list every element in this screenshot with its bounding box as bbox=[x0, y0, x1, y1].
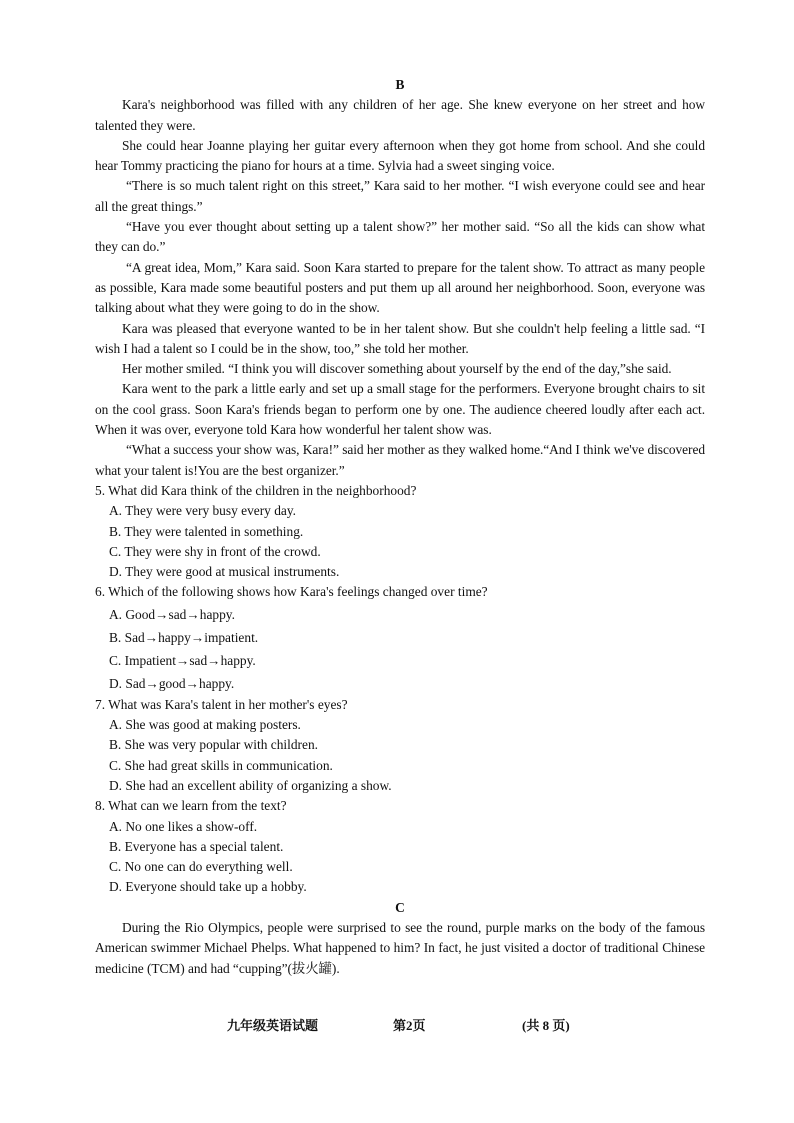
question-stem: 6. Which of the following shows how Kara's feelings changed over time? bbox=[95, 584, 488, 600]
passage-b-paragraph-8: Kara went to the park a little early and set up a small stage for the performers. Everyone brought chairs to sit on the cool grass. Soon Kara's friends began to perform one by one. The audience cheered loudly after each act. When it was over, everyone told Kara how wonderful her talent show was. bbox=[95, 381, 705, 438]
option-d: D. Everyone should take up a hobby. bbox=[109, 879, 307, 895]
passage-b-paragraph-2: She could hear Joanne playing her guitar every afternoon when they got home from school. And she could hear Tommy practicing the piano for hours at a time. Sylvia had a sweet singing voice. bbox=[95, 137, 705, 174]
passage-b-paragraph-6: Kara was pleased that everyone wanted to be in her talent show. But she couldn't help feeling a little sad. “I wish I had a talent so I could be in the show, too,” she told her mother. bbox=[95, 320, 705, 356]
footer-total-pages: (共 8 页) bbox=[522, 1018, 570, 1033]
option-d: D. Sad→good→happy. bbox=[109, 675, 235, 691]
passage-c-paragraph-1: During the Rio Olympics, people were surprised to see the round, purple marks on the body of the famous American swimmer Michael Phelps. What happened to him? In fact, he just visited a doctor of traditional Chinese medicine (TCM) and had “cupping”(拔火罐). bbox=[95, 919, 705, 976]
option-a: A. They were very busy every day. bbox=[109, 503, 297, 519]
footer-exam-title: 九年级英语试题 bbox=[227, 1018, 319, 1033]
passage-b-paragraph-7: Her mother smiled. “I think you will discover something about yourself by the end of the day,”she said. bbox=[122, 361, 672, 377]
option-b: B. She was very popular with children. bbox=[109, 737, 318, 753]
question-8 bbox=[95, 796, 705, 897]
option-b: B. They were talented in something. bbox=[109, 523, 304, 539]
question-stem: 8. What can we learn from the text? bbox=[95, 798, 287, 814]
passage-b-paragraph-9: “What a success your show was, Kara!” said her mother as they walked home.“And I think we've discovered what your talent is!You are the best organizer.” bbox=[95, 442, 705, 478]
question-stem: 7. What was Kara's talent in her mother's eyes? bbox=[95, 696, 348, 712]
passage-b-paragraph-1: Kara's neighborhood was filled with any children of her age. She knew everyone on her street and how talented they were. bbox=[95, 97, 705, 133]
question-7 bbox=[95, 695, 705, 796]
question-stem: 5. What did Kara think of the children in the neighborhood? bbox=[95, 482, 417, 498]
page-footer bbox=[0, 1016, 794, 1036]
page-content bbox=[95, 75, 705, 979]
footer-page-number: 第2页 bbox=[393, 1018, 426, 1033]
option-d: D. They were good at musical instruments. bbox=[109, 564, 340, 580]
option-c: C. Impatient→sad→happy. bbox=[109, 652, 256, 668]
passage-b-paragraph-3: “There is so much talent right on this street,” Kara said to her mother. “I wish everyone could see and hear all the great things.” bbox=[95, 178, 705, 214]
question-5 bbox=[95, 481, 705, 582]
option-a: A. No one likes a show-off. bbox=[109, 818, 258, 834]
passage-b-paragraph-4: “Have you ever thought about setting up a talent show?” her mother said. “So all the kids can show what they can do.” bbox=[95, 219, 705, 255]
option-c: C. No one can do everything well. bbox=[109, 859, 293, 875]
question-6 bbox=[95, 582, 705, 694]
option-a: A. Good→sad→happy. bbox=[109, 606, 235, 622]
option-b: B. Everyone has a special talent. bbox=[109, 838, 284, 854]
option-c: C. She had great skills in communication. bbox=[109, 757, 333, 773]
section-b-heading: B bbox=[395, 77, 405, 92]
option-a: A. She was good at making posters. bbox=[109, 717, 301, 733]
option-d: D. She had an excellent ability of organizing a show. bbox=[109, 777, 392, 793]
section-c-heading: C bbox=[395, 899, 405, 915]
option-c: C. They were shy in front of the crowd. bbox=[109, 543, 321, 559]
option-b: B. Sad→happy→impatient. bbox=[109, 629, 259, 645]
passage-b-paragraph-5: “A great idea, Mom,” Kara said. Soon Kara started to prepare for the talent show. To attract as many people as possible, Kara made some beautiful posters and put them up all around her neighborhood. Soon, everyone was talking about what they were going to do in the show. bbox=[95, 259, 705, 316]
